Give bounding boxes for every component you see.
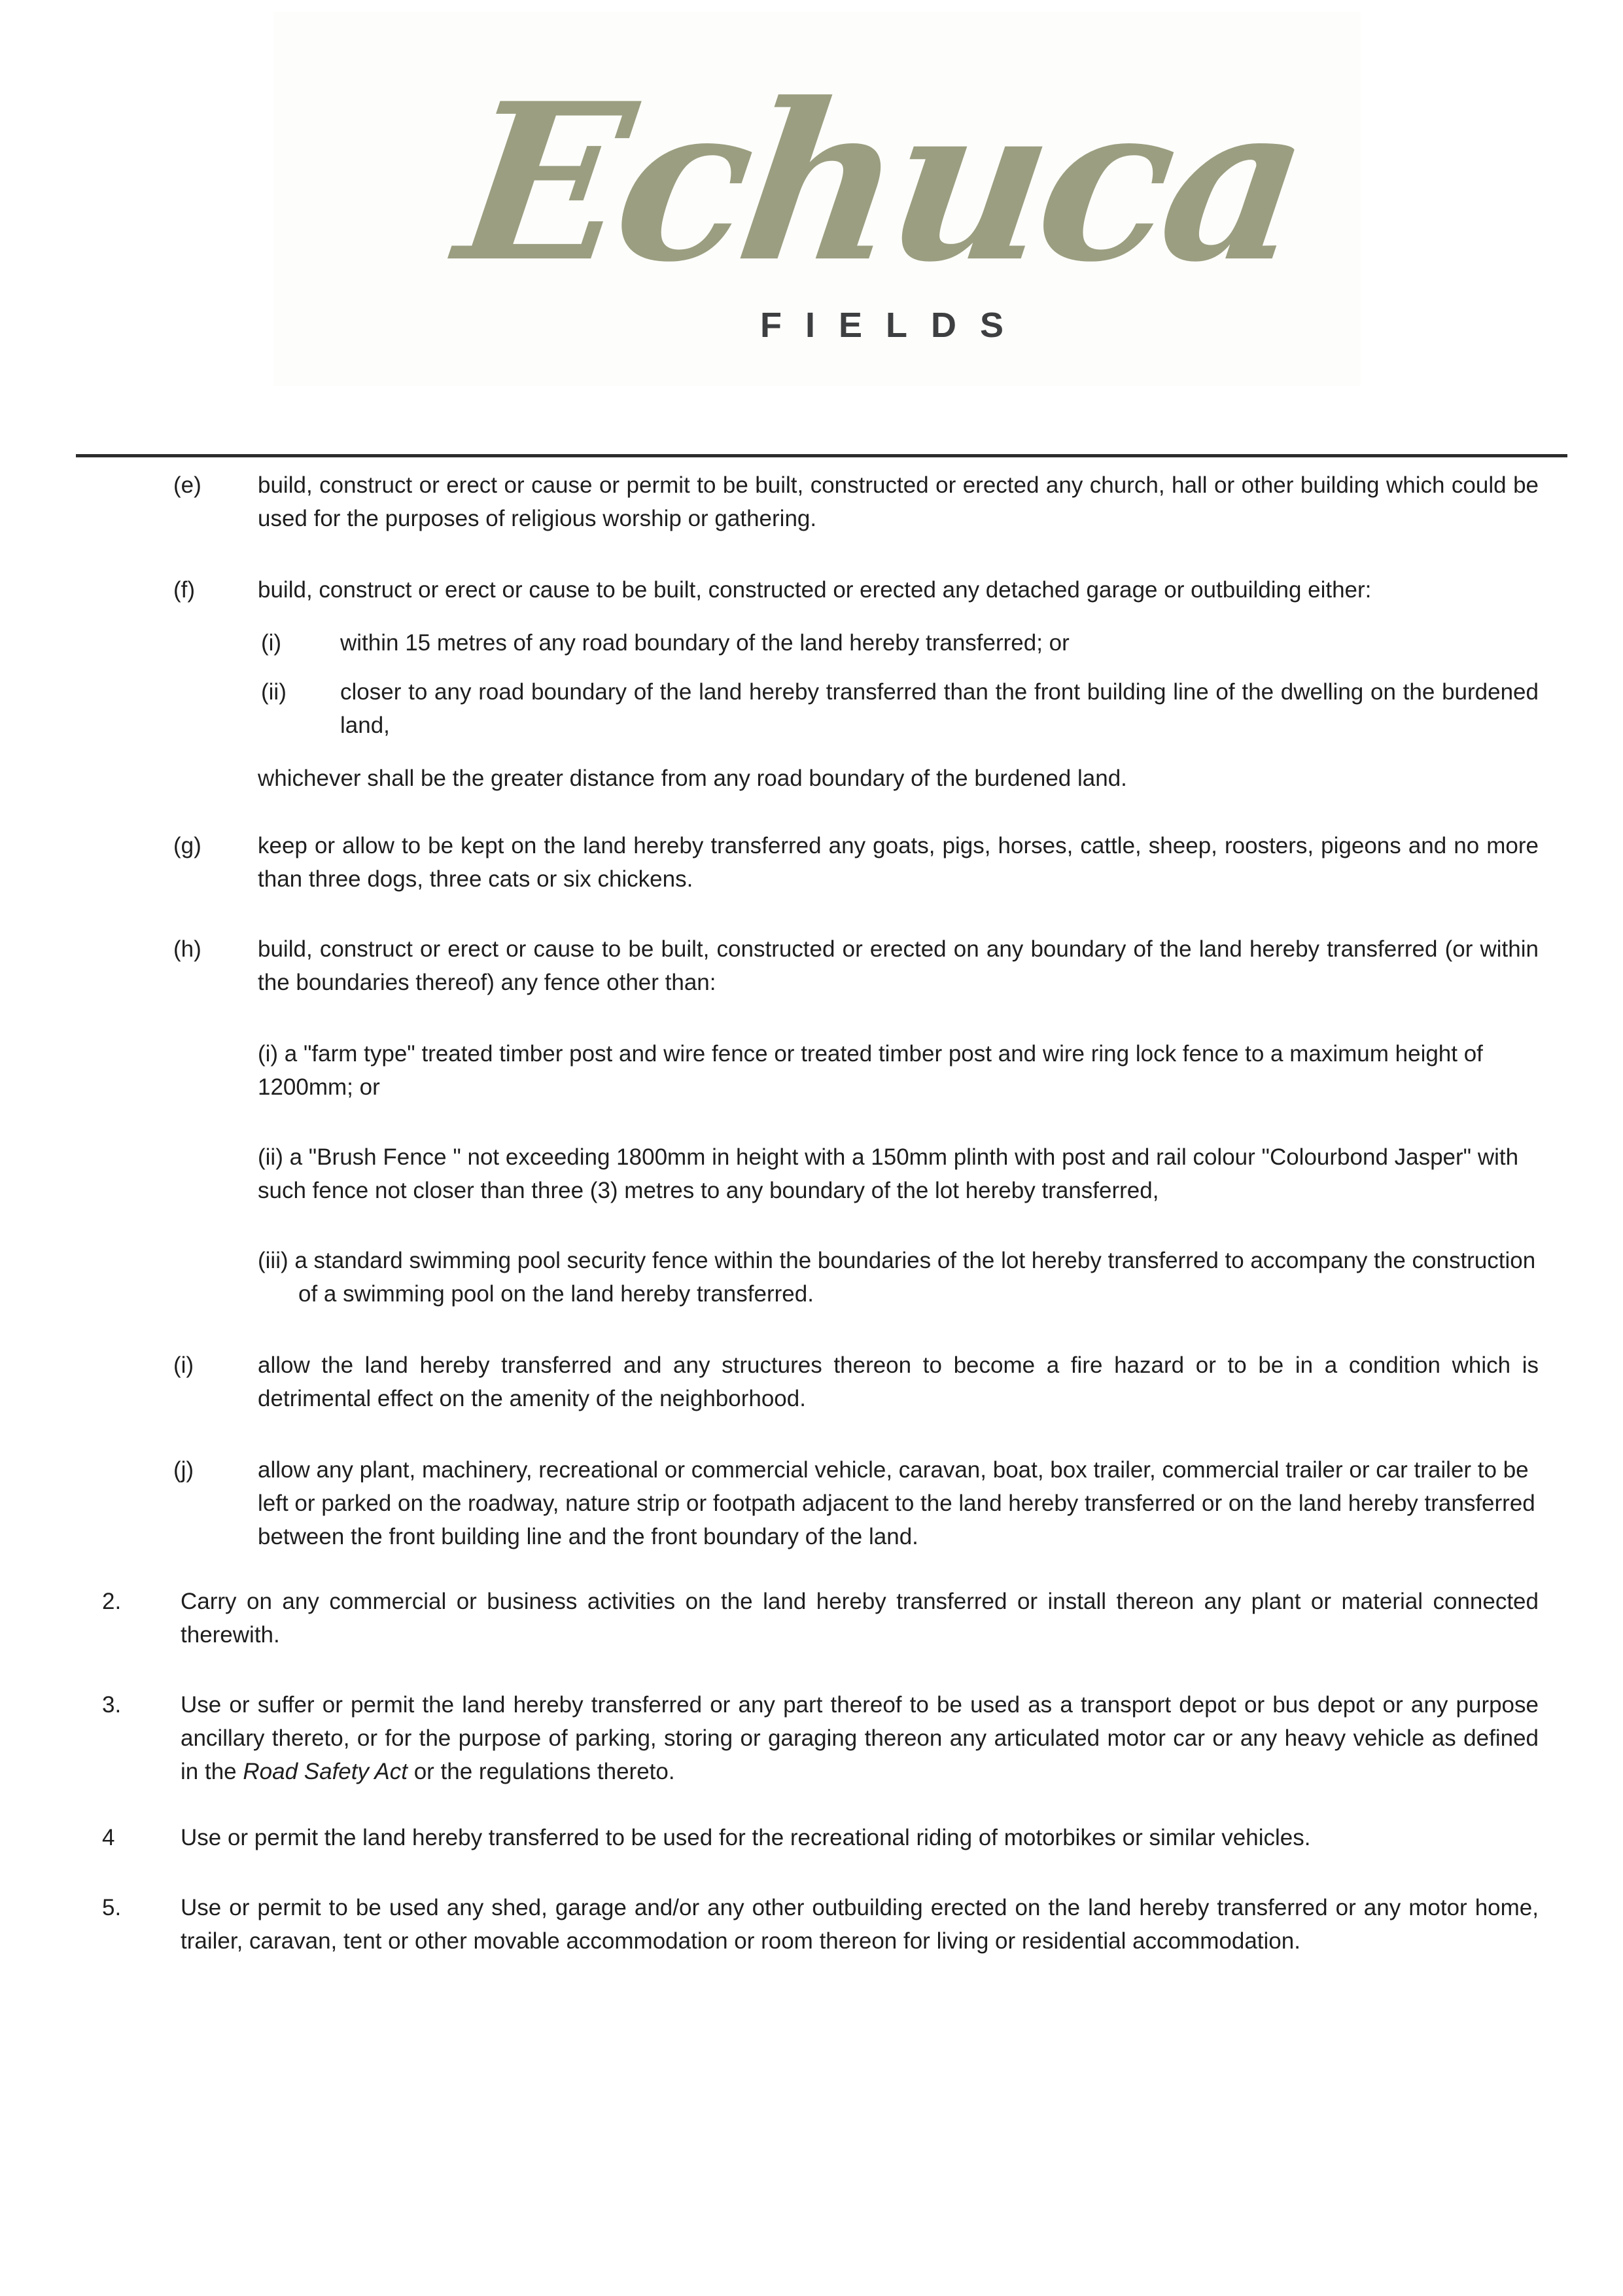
text-segment-before: Use or suffer or permit the land hereby transferred or any part thereof to be used as a transport depot or bus depot or any purpose ancillary thereto, or for the purpose of parking, storing or garaging thereon any articulated motor car or any heavy vehicle as defined in the (181, 1692, 1539, 1784)
logo-script-echuca: Echuca (445, 56, 1316, 309)
list-item-h-iii: (iii) a standard swimming pool security fence within the boundaries of the lot hereby transferred to accompany the construction of a swimming pool on the land hereby transferred. (258, 1248, 1536, 1307)
list-item-h (0, 932, 1623, 999)
list-item-g-text: keep or allow to be kept on the land hereby transferred any goats, pigs, horses, cattle, sheep, roosters, pigeons and no more than three dogs, three cats or six chickens. (258, 833, 1539, 892)
list-item-3 (0, 1688, 1623, 1788)
list-item-f-ii-label: (ii) (261, 679, 287, 705)
list-item-e-text: build, construct or erect or cause or permit to be built, constructed or erected any church, hall or other building which could be used for the purposes of religious worship or gathering. (258, 472, 1539, 531)
list-item-5-text: Use or permit to be used any shed, garage and/or any other outbuilding erected on the land hereby transferred or any motor home, trailer, caravan, tent or other movable accommodation or room thereon for living or residential accommodation. (181, 1895, 1539, 1954)
list-item-2-label: 2. (102, 1589, 122, 1614)
list-item-5-label: 5. (102, 1895, 122, 1920)
list-item-e-label: (e) (173, 472, 201, 498)
list-item-j-label: (j) (173, 1457, 194, 1483)
list-item-5 (0, 1891, 1623, 1958)
list-item-2 (0, 1585, 1623, 1651)
text-segment-after: or the regulations thereto. (407, 1759, 675, 1784)
list-item-3-label: 3. (102, 1692, 122, 1718)
list-item-h-label: (h) (173, 936, 201, 962)
list-item-f-ii (0, 675, 1623, 742)
document-body (0, 458, 1623, 1958)
list-item-h-i: (i) a "farm type" treated timber post and wire fence or treated timber post and wire ring lock fence to a maximum height of 1200mm; or (258, 1041, 1483, 1100)
list-item-f-ii-text: closer to any road boundary of the land hereby transferred than the front building line of the dwelling on the burdened land, (340, 679, 1539, 738)
list-item-h-text: build, construct or erect or cause to be built, constructed or erected on any boundary of the land hereby transferred (or within the boundaries thereof) any fence other than: (258, 936, 1539, 995)
list-item-h-ii: (ii) a "Brush Fence " not exceeding 1800mm in height with a 150mm plinth with post and rail colour "Colourbond Jasper" with such fence not closer than three (3) metres to any boundary of the lot hereby transferred, (258, 1144, 1519, 1203)
list-item-4-text: Use or permit the land hereby transferred to be used for the recreational riding of motorbikes or similar vehicles. (181, 1825, 1311, 1850)
list-item-4 (0, 1821, 1623, 1854)
list-item-2-text: Carry on any commercial or business activities on the land hereby transferred or install thereon any plant or material connected therewith. (181, 1589, 1539, 1648)
list-item-i-label: (i) (173, 1352, 194, 1378)
list-item-f-label: (f) (173, 577, 196, 603)
list-item-f-text: build, construct or erect or cause to be built, constructed or erected any detached garage or outbuilding either: (258, 577, 1372, 603)
list-item-g-label: (g) (173, 833, 201, 858)
list-item-j-text: allow any plant, machinery, recreational or commercial vehicle, caravan, boat, box trailer, commercial trailer or car trailer to be left or parked on the roadway, nature strip or footpath adjacent to the land hereby transferred or on the land hereby transferred between the front building line and the front boundary of the land. (258, 1457, 1535, 1549)
list-item-f-i-text: within 15 metres of any road boundary of the land hereby transferred; or (340, 630, 1070, 656)
header-divider (76, 454, 1567, 457)
list-item-4-label: 4 (102, 1825, 115, 1850)
list-item-f-i-label: (i) (261, 630, 282, 656)
list-item-i-text: allow the land hereby transferred and any structures thereon to become a fire hazard or to be in a condition which is detrimental effect on the amenity of the neighborhood. (258, 1352, 1539, 1411)
list-item-i (0, 1349, 1623, 1415)
list-item-g (0, 829, 1623, 896)
logo-wordmark-fields: FIELDS (760, 306, 1028, 345)
list-item-e (0, 468, 1623, 535)
list-item-f-i (0, 626, 1623, 660)
list-item-f (0, 573, 1623, 607)
list-item-j (0, 1453, 1623, 1553)
logo (273, 12, 1361, 386)
text-segment-italic: Road Safety Act (243, 1759, 408, 1784)
list-item-f-footer: whichever shall be the greater distance from any road boundary of the burdened land. (258, 766, 1127, 791)
list-item-3-text (181, 1688, 1539, 1788)
